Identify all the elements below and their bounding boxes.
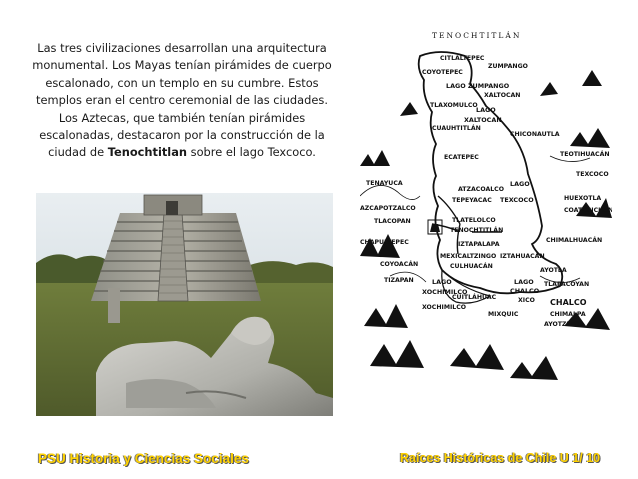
label-iztahuacan: IZTAHUACÁN bbox=[500, 253, 545, 260]
pyramid-illustration bbox=[36, 193, 333, 416]
label-chapultepec: CHAPULTEPEC bbox=[360, 239, 409, 246]
description-highlight: Tenochtitlan bbox=[107, 145, 188, 160]
label-culhuacan: CULHUACÁN bbox=[450, 263, 493, 270]
description-text bbox=[32, 40, 332, 162]
label-tlapacoyan: TLAPACOYAN bbox=[544, 281, 590, 288]
label-chimalpa: CHIMALPA bbox=[550, 311, 586, 318]
label-lago-chalco-2: CHALCO bbox=[510, 287, 540, 295]
label-tlaxomulco: TLAXOMULCO bbox=[430, 102, 478, 109]
label-teotihuacan: TEOTIHUACÁN bbox=[560, 151, 610, 158]
map-drawing bbox=[360, 26, 612, 400]
label-mixquic: MIXQUIC bbox=[488, 311, 519, 318]
label-tlatelolco: TLATELOLCO bbox=[452, 217, 496, 224]
label-atzacoalco: ATZACOALCO bbox=[458, 186, 504, 193]
label-cuitlahuac: CUITLÁHUAC bbox=[452, 294, 497, 301]
label-tepeyacac: TEPEYACAC bbox=[452, 197, 492, 204]
label-tenochtitlan: TENOCHTITLÁN bbox=[450, 227, 504, 234]
label-lago-zumpango: LAGO ZUMPANGO bbox=[446, 82, 510, 90]
label-citlaltepec: CITLALTEPEC bbox=[440, 55, 485, 62]
label-lago-xochimilco-2: XOCHIMILCO bbox=[422, 288, 468, 296]
label-xaltocan: XALTOCAN bbox=[484, 92, 521, 99]
label-xochimilco: XOCHIMILCO bbox=[422, 304, 467, 311]
label-mexicaltzingo: MEXICALTZINGO bbox=[440, 253, 497, 260]
label-chalco: CHALCO bbox=[550, 298, 587, 307]
chichen-itza-photo bbox=[36, 193, 333, 416]
label-lago-texcoco-1: LAGO bbox=[510, 180, 530, 188]
map-title: TENOCHTITLÁN bbox=[432, 31, 522, 40]
label-xico: XICO bbox=[518, 297, 535, 304]
label-lago-chalco-1: LAGO bbox=[514, 278, 534, 286]
label-lago-xochimilco-1: LAGO bbox=[432, 278, 452, 286]
label-coyotepec: COYOTEPEC bbox=[422, 69, 463, 76]
label-ayotzinco: AYOTZINCO bbox=[544, 321, 584, 328]
label-coyoacan: COYOACÁN bbox=[380, 261, 419, 268]
label-zumpango: ZUMPANGO bbox=[488, 63, 528, 70]
footer-unit-title: Raíces Históricas de Chile U 1/ 10 bbox=[400, 451, 601, 465]
tenochtitlan-map bbox=[360, 26, 612, 400]
label-huexotla: HUEXOTLA bbox=[564, 195, 602, 202]
label-ayotla: AYOTLA bbox=[540, 267, 567, 274]
label-lago-xaltocan-1: LAGO bbox=[476, 106, 496, 114]
label-coatlinchan: COATLINCHÁN bbox=[564, 207, 612, 214]
label-chiconautla: CHICONAUTLA bbox=[510, 131, 560, 138]
label-azcapotzalco: AZCAPOTZALCO bbox=[360, 205, 416, 212]
label-texcoco: TEXCOCO bbox=[576, 171, 609, 178]
label-tizapan: TIZAPAN bbox=[384, 277, 414, 284]
description-part-end: sobre el lago Texcoco. bbox=[187, 145, 316, 160]
label-chimalhuacan: CHIMALHUACÁN bbox=[546, 237, 603, 244]
label-tlacopan: TLACOPAN bbox=[374, 218, 411, 225]
footer-course-title: PSU Historia y Ciencias Sociales bbox=[38, 451, 249, 466]
label-ecatepec: ECATEPEC bbox=[444, 154, 479, 161]
label-iztapalapa: IZTAPALAPA bbox=[458, 241, 500, 248]
label-lago-xaltocan-2: XALTOCAN bbox=[464, 116, 502, 124]
description-part: Las tres civilizaciones desarrollan una arquitectura monumental. Los Mayas tenían pirámides de cuerpo escalonado, con un templo en su cumbre. Estos templos eran el centro ceremonial de las ciudades. Los Aztecas, que también tenían pirámides escalonadas, destacaron por la construcción de la ciudad de bbox=[32, 41, 332, 160]
label-lago-texcoco-2: TEXCOCO bbox=[500, 196, 534, 204]
label-cuautitlan: CUAUHTITLÁN bbox=[432, 125, 481, 132]
label-tenayuca: TENAYUCA bbox=[366, 180, 403, 187]
